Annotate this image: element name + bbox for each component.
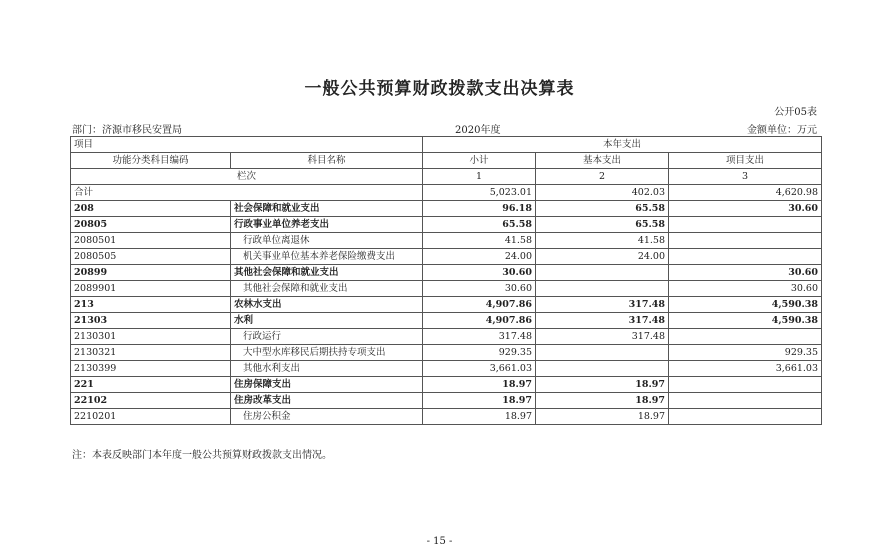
row-code: 2130399 — [71, 361, 231, 377]
total-label: 合计 — [71, 185, 423, 201]
row-project — [669, 377, 822, 393]
row-subtotal: 4,907.86 — [423, 313, 536, 329]
row-subtotal: 4,907.86 — [423, 297, 536, 313]
row-code: 213 — [71, 297, 231, 313]
row-project — [669, 329, 822, 345]
table-row — [71, 393, 822, 409]
header-func-code: 功能分类科目编码 — [71, 153, 231, 169]
row-subtotal: 30.60 — [423, 281, 536, 297]
row-name: 住房保障支出 — [231, 377, 423, 393]
row-code: 2089901 — [71, 281, 231, 297]
page-number: - 15 - — [426, 536, 453, 547]
row-name: 农林水支出 — [231, 297, 423, 313]
table-row — [71, 313, 822, 329]
header-subtotal: 小计 — [423, 153, 536, 169]
row-name: 其他社会保障和就业支出 — [231, 281, 423, 297]
header-project: 项目支出 — [669, 153, 822, 169]
row-basic: 317.48 — [536, 313, 669, 329]
row-subtotal: 929.35 — [423, 345, 536, 361]
row-code: 2210201 — [71, 409, 231, 425]
row-basic: 18.97 — [536, 377, 669, 393]
row-basic — [536, 345, 669, 361]
row-basic — [536, 265, 669, 281]
total-project: 4,620.98 — [669, 185, 822, 201]
row-subtotal: 41.58 — [423, 233, 536, 249]
row-subtotal: 3,661.03 — [423, 361, 536, 377]
header-col1: 1 — [423, 169, 536, 185]
row-name: 社会保障和就业支出 — [231, 201, 423, 217]
row-project: 30.60 — [669, 201, 822, 217]
table-row — [71, 345, 822, 361]
table-row — [71, 297, 822, 313]
row-code: 20899 — [71, 265, 231, 281]
row-project: 30.60 — [669, 281, 822, 297]
row-code: 2130301 — [71, 329, 231, 345]
row-code: 208 — [71, 201, 231, 217]
row-subtotal: 96.18 — [423, 201, 536, 217]
table-note: 注：本表反映部门本年度一般公共预算财政拨款支出情况。 — [72, 450, 332, 461]
row-basic — [536, 281, 669, 297]
row-basic: 317.48 — [536, 297, 669, 313]
row-code: 2080501 — [71, 233, 231, 249]
total-row — [71, 185, 822, 201]
year-label: 2020年度 — [455, 125, 501, 136]
row-code: 2130321 — [71, 345, 231, 361]
row-subtotal: 18.97 — [423, 409, 536, 425]
row-project — [669, 393, 822, 409]
row-project: 3,661.03 — [669, 361, 822, 377]
row-code: 22102 — [71, 393, 231, 409]
row-basic: 24.00 — [536, 249, 669, 265]
row-basic: 41.58 — [536, 233, 669, 249]
row-code: 2080505 — [71, 249, 231, 265]
header-row-2 — [71, 153, 822, 169]
row-name: 其他社会保障和就业支出 — [231, 265, 423, 281]
header-row-1 — [71, 137, 822, 153]
row-subtotal: 30.60 — [423, 265, 536, 281]
row-name: 机关事业单位基本养老保险缴费支出 — [231, 249, 423, 265]
row-basic: 65.58 — [536, 201, 669, 217]
row-subtotal: 317.48 — [423, 329, 536, 345]
row-project: 929.35 — [669, 345, 822, 361]
row-project — [669, 217, 822, 233]
row-project — [669, 233, 822, 249]
header-row-3 — [71, 169, 822, 185]
header-subject-name: 科目名称 — [231, 153, 423, 169]
form-code: 公开05表 — [774, 107, 817, 118]
row-name: 住房改革支出 — [231, 393, 423, 409]
row-code: 21303 — [71, 313, 231, 329]
table-row — [71, 265, 822, 281]
row-name: 住房公积金 — [231, 409, 423, 425]
row-basic: 18.97 — [536, 409, 669, 425]
total-subtotal: 5,023.01 — [423, 185, 536, 201]
row-subtotal: 65.58 — [423, 217, 536, 233]
row-name: 行政事业单位养老支出 — [231, 217, 423, 233]
table-row — [71, 329, 822, 345]
department-label: 部门：济源市移民安置局 — [72, 125, 182, 136]
table-row — [71, 249, 822, 265]
row-basic: 65.58 — [536, 217, 669, 233]
row-name: 水利 — [231, 313, 423, 329]
header-col2: 2 — [536, 169, 669, 185]
row-basic: 317.48 — [536, 329, 669, 345]
header-basic: 基本支出 — [536, 153, 669, 169]
header-column-order: 栏次 — [71, 169, 423, 185]
header-col3: 3 — [669, 169, 822, 185]
row-code: 20805 — [71, 217, 231, 233]
row-subtotal: 18.97 — [423, 393, 536, 409]
row-project — [669, 409, 822, 425]
row-name: 行政单位离退休 — [231, 233, 423, 249]
row-name: 其他水利支出 — [231, 361, 423, 377]
table-row — [71, 233, 822, 249]
row-code: 221 — [71, 377, 231, 393]
table-row — [71, 409, 822, 425]
table-row — [71, 201, 822, 217]
row-project: 4,590.38 — [669, 297, 822, 313]
row-project: 30.60 — [669, 265, 822, 281]
table-row — [71, 361, 822, 377]
header-item: 项目 — [71, 137, 423, 153]
table-row — [71, 281, 822, 297]
table-row — [71, 217, 822, 233]
header-current-year: 本年支出 — [423, 137, 822, 153]
row-name: 大中型水库移民后期扶持专项支出 — [231, 345, 423, 361]
budget-table — [70, 136, 822, 425]
row-basic — [536, 361, 669, 377]
table-row — [71, 377, 822, 393]
row-basic: 18.97 — [536, 393, 669, 409]
total-basic: 402.03 — [536, 185, 669, 201]
unit-label: 金额单位：万元 — [747, 125, 817, 136]
row-project — [669, 249, 822, 265]
row-subtotal: 24.00 — [423, 249, 536, 265]
row-name: 行政运行 — [231, 329, 423, 345]
page-title: 一般公共预算财政拨款支出决算表 — [304, 79, 575, 99]
row-subtotal: 18.97 — [423, 377, 536, 393]
row-project: 4,590.38 — [669, 313, 822, 329]
